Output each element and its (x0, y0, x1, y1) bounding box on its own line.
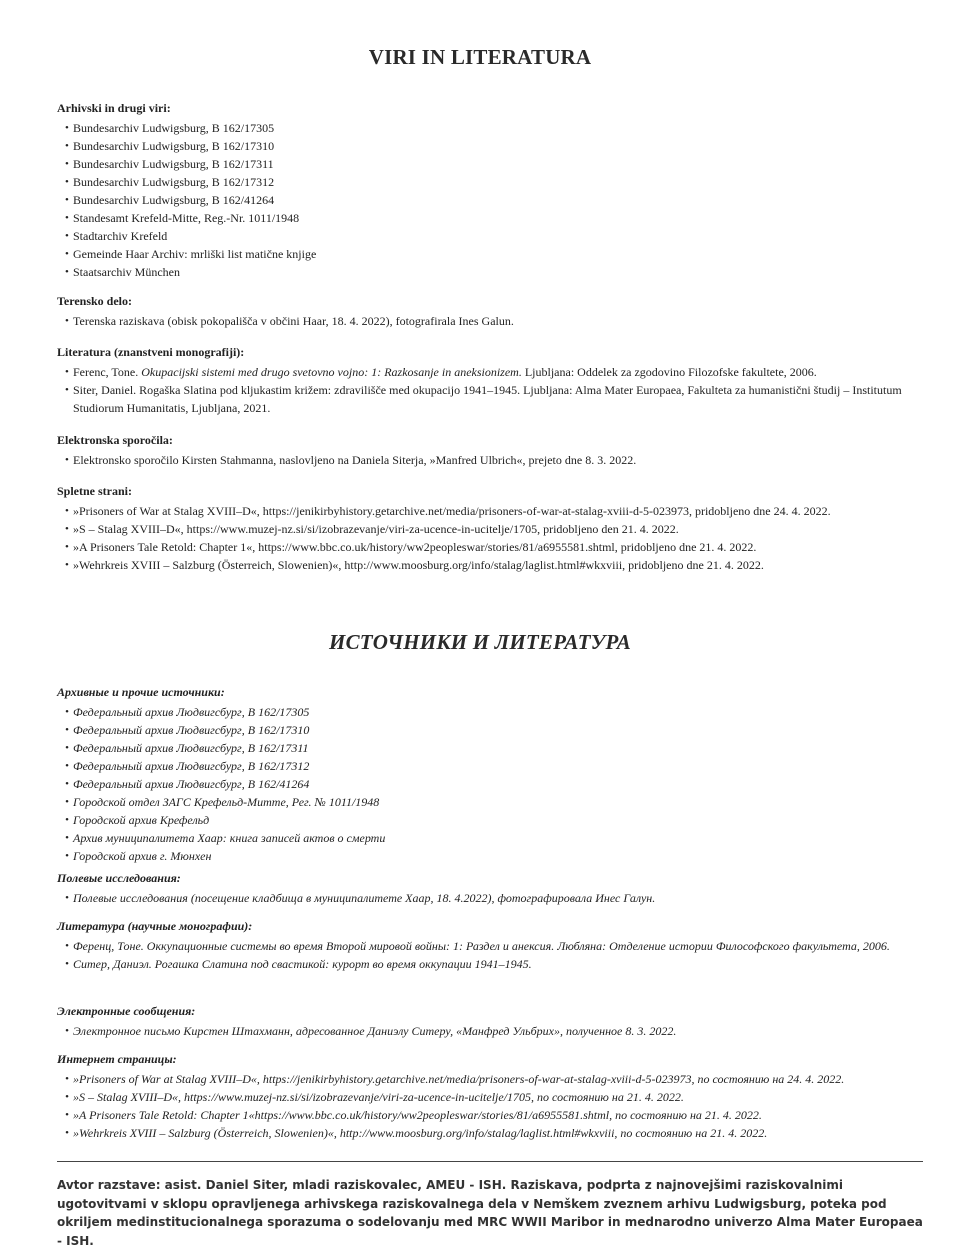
list-item: • Архив муниципалитета Хаар: книга записей актов о смерти (57, 829, 927, 847)
literature-section-ru (57, 919, 927, 973)
list-item: • Городской отдел ЗАГС Крефельд-Митте, Рег. № 1011/1948 (57, 793, 927, 811)
archives-section-sl (57, 101, 927, 281)
source-list (57, 451, 927, 469)
section-heading: Литература (научные монографии): (57, 919, 253, 933)
field-section-sl (57, 294, 927, 330)
archives-section-ru (57, 685, 927, 865)
email-section-sl (57, 433, 927, 469)
list-item: • Федеральный архив Людвигсбург, B 162/17312 (57, 757, 927, 775)
author-note: Avtor razstave: asist. Daniel Siter, mladi raziskovalec, AMEU - ISH. Raziskava, podprta z najnovejšimi raziskovalnimi ugotovitvami v sklopu opravljenega arhivskega raziskovalnega dela v Nemškem zveznem arhivu Ludwigsburg, poteka pod okriljem medinstitucionalnega sporazuma o sodelovanju med MRC WWII Maribor in mednarodno univerzo Alma Mater Europaea - ISH. (57, 1161, 923, 1250)
source-list (57, 889, 927, 907)
list-item: • Elektronsko sporočilo Kirsten Stahmanna, naslovljeno na Daniela Siterja, »Manfred Ulbrich«, prejeto dne 8. 3. 2022. (57, 451, 927, 469)
author: Ferenc, Tone. (73, 365, 142, 379)
list-item: • Staatsarchiv München (57, 263, 927, 281)
list-item: • Ференц, Тоне. Оккупационные системы во время Второй мировой войны: 1: Раздел и анексия. Любляна: Отделение истории Философского факультета, 2006. (57, 937, 927, 955)
list-item: • Городской архив Крефельд (57, 811, 927, 829)
page-title-sl: VIRI IN LITERATURA (368, 45, 592, 69)
list-item: • Полевые исследования (посещение кладбища в муниципалитете Хаар, 18. 4.2022), фотографировала Инес Галун. (57, 889, 927, 907)
section-heading: Интернет страницы: (57, 1052, 177, 1066)
list-item: • Электронное письмо Кирстен Штахманн, адресованное Даниэлу Ситеру, «Манфред Ульбрих», полученное 8. 3. 2022. (57, 1022, 927, 1040)
section-heading: Literatura (znanstveni monografiji): (57, 345, 245, 359)
section-heading: Электронные сообщения: (57, 1004, 196, 1018)
list-item: • Федеральный архив Людвигсбург, B 162/17305 (57, 703, 927, 721)
list-item: • »Wehrkreis XVIII – Salzburg (Österreich, Slowenien)«, http://www.moosburg.org/info/stalag/laglist.html#wkxviii, pridobljeno dne 21. 4. 2022. (57, 556, 927, 574)
book-title: Okupacijski sistemi med drugo svetovno vojno: 1: Razkosanje in aneksionizem. (141, 365, 522, 379)
source-list (57, 363, 927, 417)
list-item: • Bundesarchiv Ludwigsburg, B 162/17311 (57, 155, 927, 173)
list-item: • »A Prisoners Tale Retold: Chapter 1«, https://www.bbc.co.uk/history/ww2peopleswar/stories/81/a6955581.shtml, pridobljeno dne 21. 4. 2022. (57, 538, 927, 556)
literature-section-sl (57, 345, 927, 417)
source-list (57, 1070, 927, 1142)
list-item: • »A Prisoners Tale Retold: Chapter 1«https://www.bbc.co.uk/history/ww2peopleswar/stories/81/a6955581.shtml, по состоянию на 21. 4. 2022. (57, 1106, 927, 1124)
section-heading: Terensko delo: (57, 294, 133, 308)
list-item: • Bundesarchiv Ludwigsburg, B 162/17305 (57, 119, 927, 137)
list-item: • »Prisoners of War at Stalag XVIII–D«, https://jenikirbyhistory.getarchive.net/media/prisoners-of-war-at-stalag-xviii-d-5-023973, по состоянию на 24. 4. 2022. (57, 1070, 927, 1088)
publication-info: Ljubljana: Oddelek za zgodovino Filozofske fakultete, 2006. (521, 365, 817, 379)
list-item: • Bundesarchiv Ludwigsburg, B 162/17312 (57, 173, 927, 191)
list-item: • »Prisoners of War at Stalag XVIII–D«, https://jenikirbyhistory.getarchive.net/media/prisoners-of-war-at-stalag-xviii-d-5-023973, pridobljeno dne 24. 4. 2022. (57, 502, 927, 520)
source-list (57, 119, 927, 281)
section-heading: Spletne strani: (57, 484, 132, 498)
list-item (57, 363, 927, 381)
email-section-ru (57, 1004, 927, 1040)
source-list (57, 703, 927, 865)
web-section-sl (57, 484, 927, 574)
list-item: • Bundesarchiv Ludwigsburg, B 162/17310 (57, 137, 927, 155)
source-list (57, 312, 927, 330)
source-list (57, 937, 927, 973)
web-section-ru (57, 1052, 927, 1142)
source-list (57, 502, 927, 574)
list-item: • Terenska raziskava (obisk pokopališča v občini Haar, 18. 4. 2022), fotografirala Ines Galun. (57, 312, 927, 330)
list-item: • Standesamt Krefeld-Mitte, Reg.-Nr. 1011/1948 (57, 209, 927, 227)
list-item: • »S – Stalag XVIII–D«, https://www.muzej-nz.si/si/izobrazevanje/viri-za-ucence-in-ucitelje/1705, по состоянию на 21. 4. 2022. (57, 1088, 927, 1106)
list-item: • Siter, Daniel. Rogaška Slatina pod kljukastim križem: zdravilišče med okupacijo 1941–1945. Ljubljana: Alma Mater Europaea, Fakulteta za humanistični študij – Institutum Studiorum Humanitatis, Ljubljana, 2021. (57, 381, 927, 417)
list-item: • Gemeinde Haar Archiv: mrliški list matične knjige (57, 245, 927, 263)
section-heading: Arhivski in drugi viri: (57, 101, 171, 115)
list-item: • Stadtarchiv Krefeld (57, 227, 927, 245)
list-item: • Федеральный архив Людвигсбург, B 162/17311 (57, 739, 927, 757)
list-item: • »Wehrkreis XVIII – Salzburg (Österreich, Slowenien)«, http://www.moosburg.org/info/stalag/laglist.html#wkxviii, по состоянию на 21. 4. 2022. (57, 1124, 927, 1142)
page-title-ru: ИСТОЧНИКИ И ЛИТЕРАТУРА (329, 630, 631, 654)
field-section-ru (57, 871, 927, 907)
list-item: • Городской архив г. Мюнхен (57, 847, 927, 865)
list-item: • Bundesarchiv Ludwigsburg, B 162/41264 (57, 191, 927, 209)
list-item: • »S – Stalag XVIII–D«, https://www.muzej-nz.si/si/izobrazevanje/viri-za-ucence-in-ucitelje/1705, pridobljeno den 21. 4. 2022. (57, 520, 927, 538)
section-heading: Архивные и прочие источники: (57, 685, 225, 699)
list-item: • Ситер, Даниэл. Рогашка Слатина под свастикой: курорт во время оккупации 1941–1945. (57, 955, 927, 973)
section-heading: Elektronska sporočila: (57, 433, 173, 447)
source-list (57, 1022, 927, 1040)
list-item: • Федеральный архив Людвигсбург, B 162/17310 (57, 721, 927, 739)
list-item: • Федеральный архив Людвигсбург, B 162/41264 (57, 775, 927, 793)
section-heading: Полевые исследования: (57, 871, 181, 885)
